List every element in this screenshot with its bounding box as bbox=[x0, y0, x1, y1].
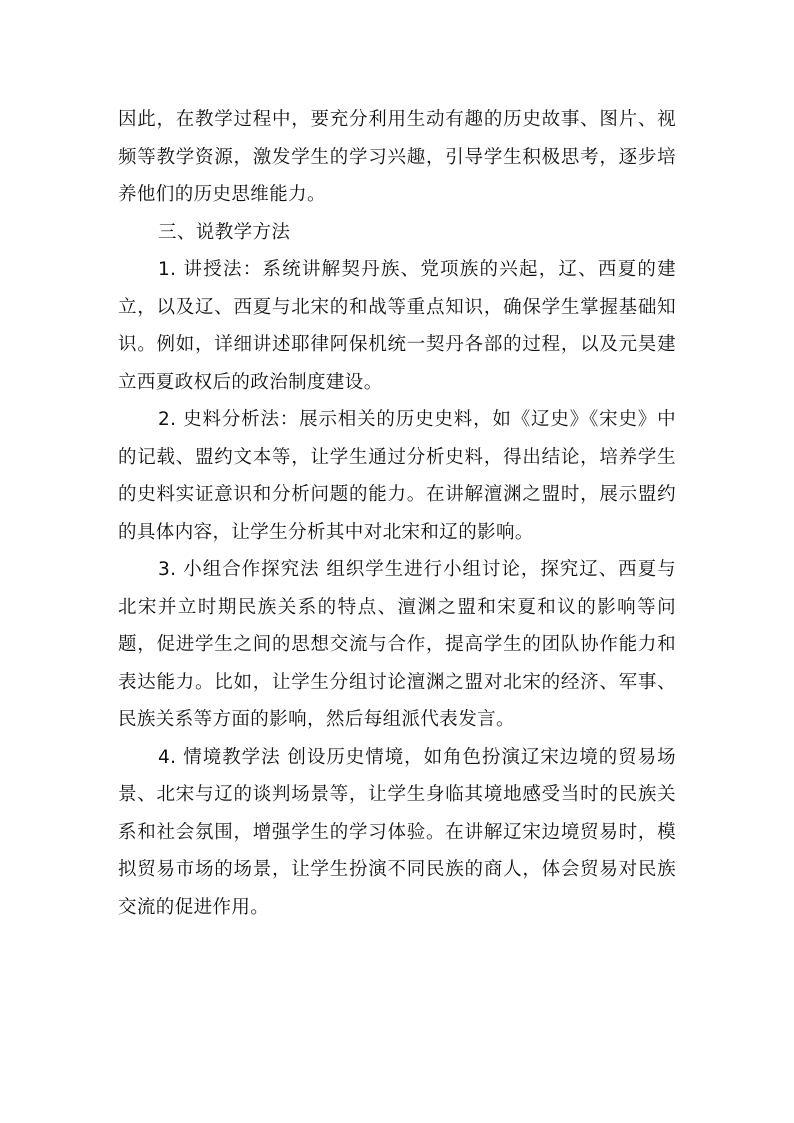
paragraph-method-group-inquiry: 3. 小组合作探究法 组织学生进行小组讨论，探究辽、西夏与北宋并立时期民族关系的特点、澶渊之盟和宋夏和议的影响等问题，促进学生之间的思想交流与合作，提高学生的团队协作能力和表达能力。比如，让学生分组讨论澶渊之盟对北宋的经济、军事、民族关系等方面的影响，然后每组派代表发言。 bbox=[118, 559, 676, 730]
paragraph-method-lecture: 1. 讲授法：系统讲解契丹族、党项族的兴起，辽、西夏的建立，以及辽、西夏与北宋的和战等重点知识，确保学生掌握基础知识。例如，详细讲述耶律阿保机统一契丹各部的过程，以及元昊建立西夏政权后的政治制度建设。 bbox=[118, 259, 676, 393]
paragraph-method-source-analysis: 2. 史料分析法：展示相关的历史史料，如《辽史》《宋史》中的记载、盟约文本等，让学生通过分析史料，得出结论，培养学生的史料实证意识和分析问题的能力。在讲解澶渊之盟时，展示盟约的具体内容，让学生分析其中对北宋和辽的影响。 bbox=[118, 409, 676, 543]
paragraph-intro-continuation: 因此，在教学过程中，要充分利用生动有趣的历史故事、图片、视频等教学资源，激发学生的学习兴趣，引导学生积极思考，逐步培养他们的历史思维能力。 bbox=[118, 109, 676, 205]
section-heading-teaching-methods: 三、说教学方法 bbox=[158, 221, 291, 243]
paragraph-method-situational: 4. 情境教学法 创设历史情境，如角色扮演辽宋边境的贸易场景、北宋与辽的谈判场景等，让学生身临其境地感受当时的民族关系和社会氛围，增强学生的学习体验。在讲解辽宋边境贸易时，模拟贸易市场的场景，让学生扮演不同民族的商人，体会贸易对民族交流的促进作用。 bbox=[118, 746, 676, 918]
